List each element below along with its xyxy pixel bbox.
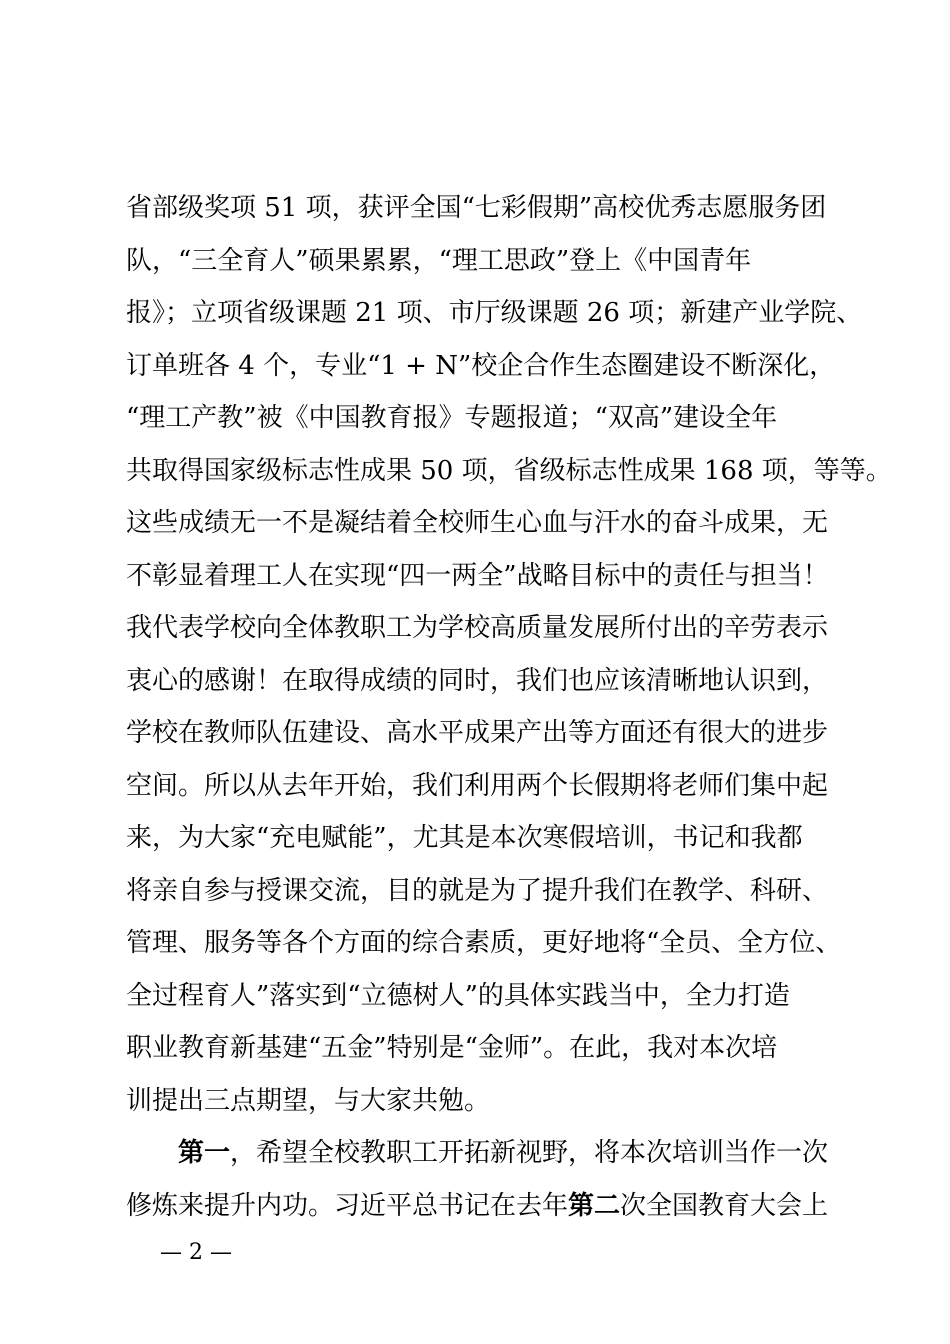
text-line: 来，为大家“充电赋能”，尤其是本次寒假培训，书记和我都 (126, 823, 803, 853)
paragraph-text: ，希望全校教职工开拓新视野，将本次培训当作一次 (230, 1138, 829, 1168)
text-line: “理工产教”被《中国教育报》专题报道；“双高”建设全年 (126, 403, 778, 433)
text-line: 将亲自参与授课交流，目的就是为了提升我们在教学、科研、 (126, 875, 829, 906)
bold-word-second: 第二 (568, 1190, 621, 1221)
text-line: 管理、服务等各个方面的综合素质，更好地将“全员、全方位、 (126, 928, 842, 958)
page-number: — 2 — (160, 1240, 232, 1265)
paragraph-line (126, 1180, 856, 1233)
text-line: 职业教育新基建“五金”特别是“金师”。在此，我对本次培 (126, 1033, 778, 1063)
text-line: 训提出三点期望，与大家共勉。 (126, 1085, 491, 1116)
text-line: 这些成绩无一不是凝结着全校师生心血与汗水的奋斗成果，无 (126, 508, 829, 538)
text-line: 共取得国家级标志性成果 50 项，省级标志性成果 168 项，等等。 (126, 455, 892, 486)
text-line: 不彰显着理工人在实现“四一两全”战略目标中的责任与担当！ (126, 560, 829, 591)
text-line: 报》；立项省级课题 21 项、市厅级课题 26 项；新建产业学院、 (126, 298, 863, 328)
text-line: 队，“三全育人”硕果累累，“理工思政”登上《中国青年 (126, 245, 752, 276)
text-line: 学校在教师队伍建设、高水平成果产出等方面还有很大的进步 (126, 718, 829, 748)
document-body (126, 182, 892, 1232)
paragraph-text: 次全国教育大会上 (620, 1190, 829, 1221)
text-line: 全过程育人”落实到“立德树人”的具体实践当中，全力打造 (126, 980, 790, 1011)
text-line: 订单班各 4 个，专业“1 + N”校企合作生态圈建设不断深化， (126, 350, 836, 381)
text-line: 空间。所以从去年开始，我们利用两个长假期将老师们集中起 (126, 770, 829, 801)
text-line: 我代表学校向全体教职工为学校高质量发展所付出的辛劳表示 (126, 613, 829, 643)
text-line: 省部级奖项 51 项，获评全国“七彩假期”高校优秀志愿服务团 (126, 193, 827, 223)
paragraph-line (126, 1127, 856, 1180)
bold-heading-first: 第一 (178, 1138, 231, 1168)
paragraph-text: 修炼来提升内功。习近平总书记在去年 (126, 1190, 569, 1221)
text-line: 衷心的感谢！在取得成绩的同时，我们也应该清晰地认识到， (126, 665, 829, 696)
